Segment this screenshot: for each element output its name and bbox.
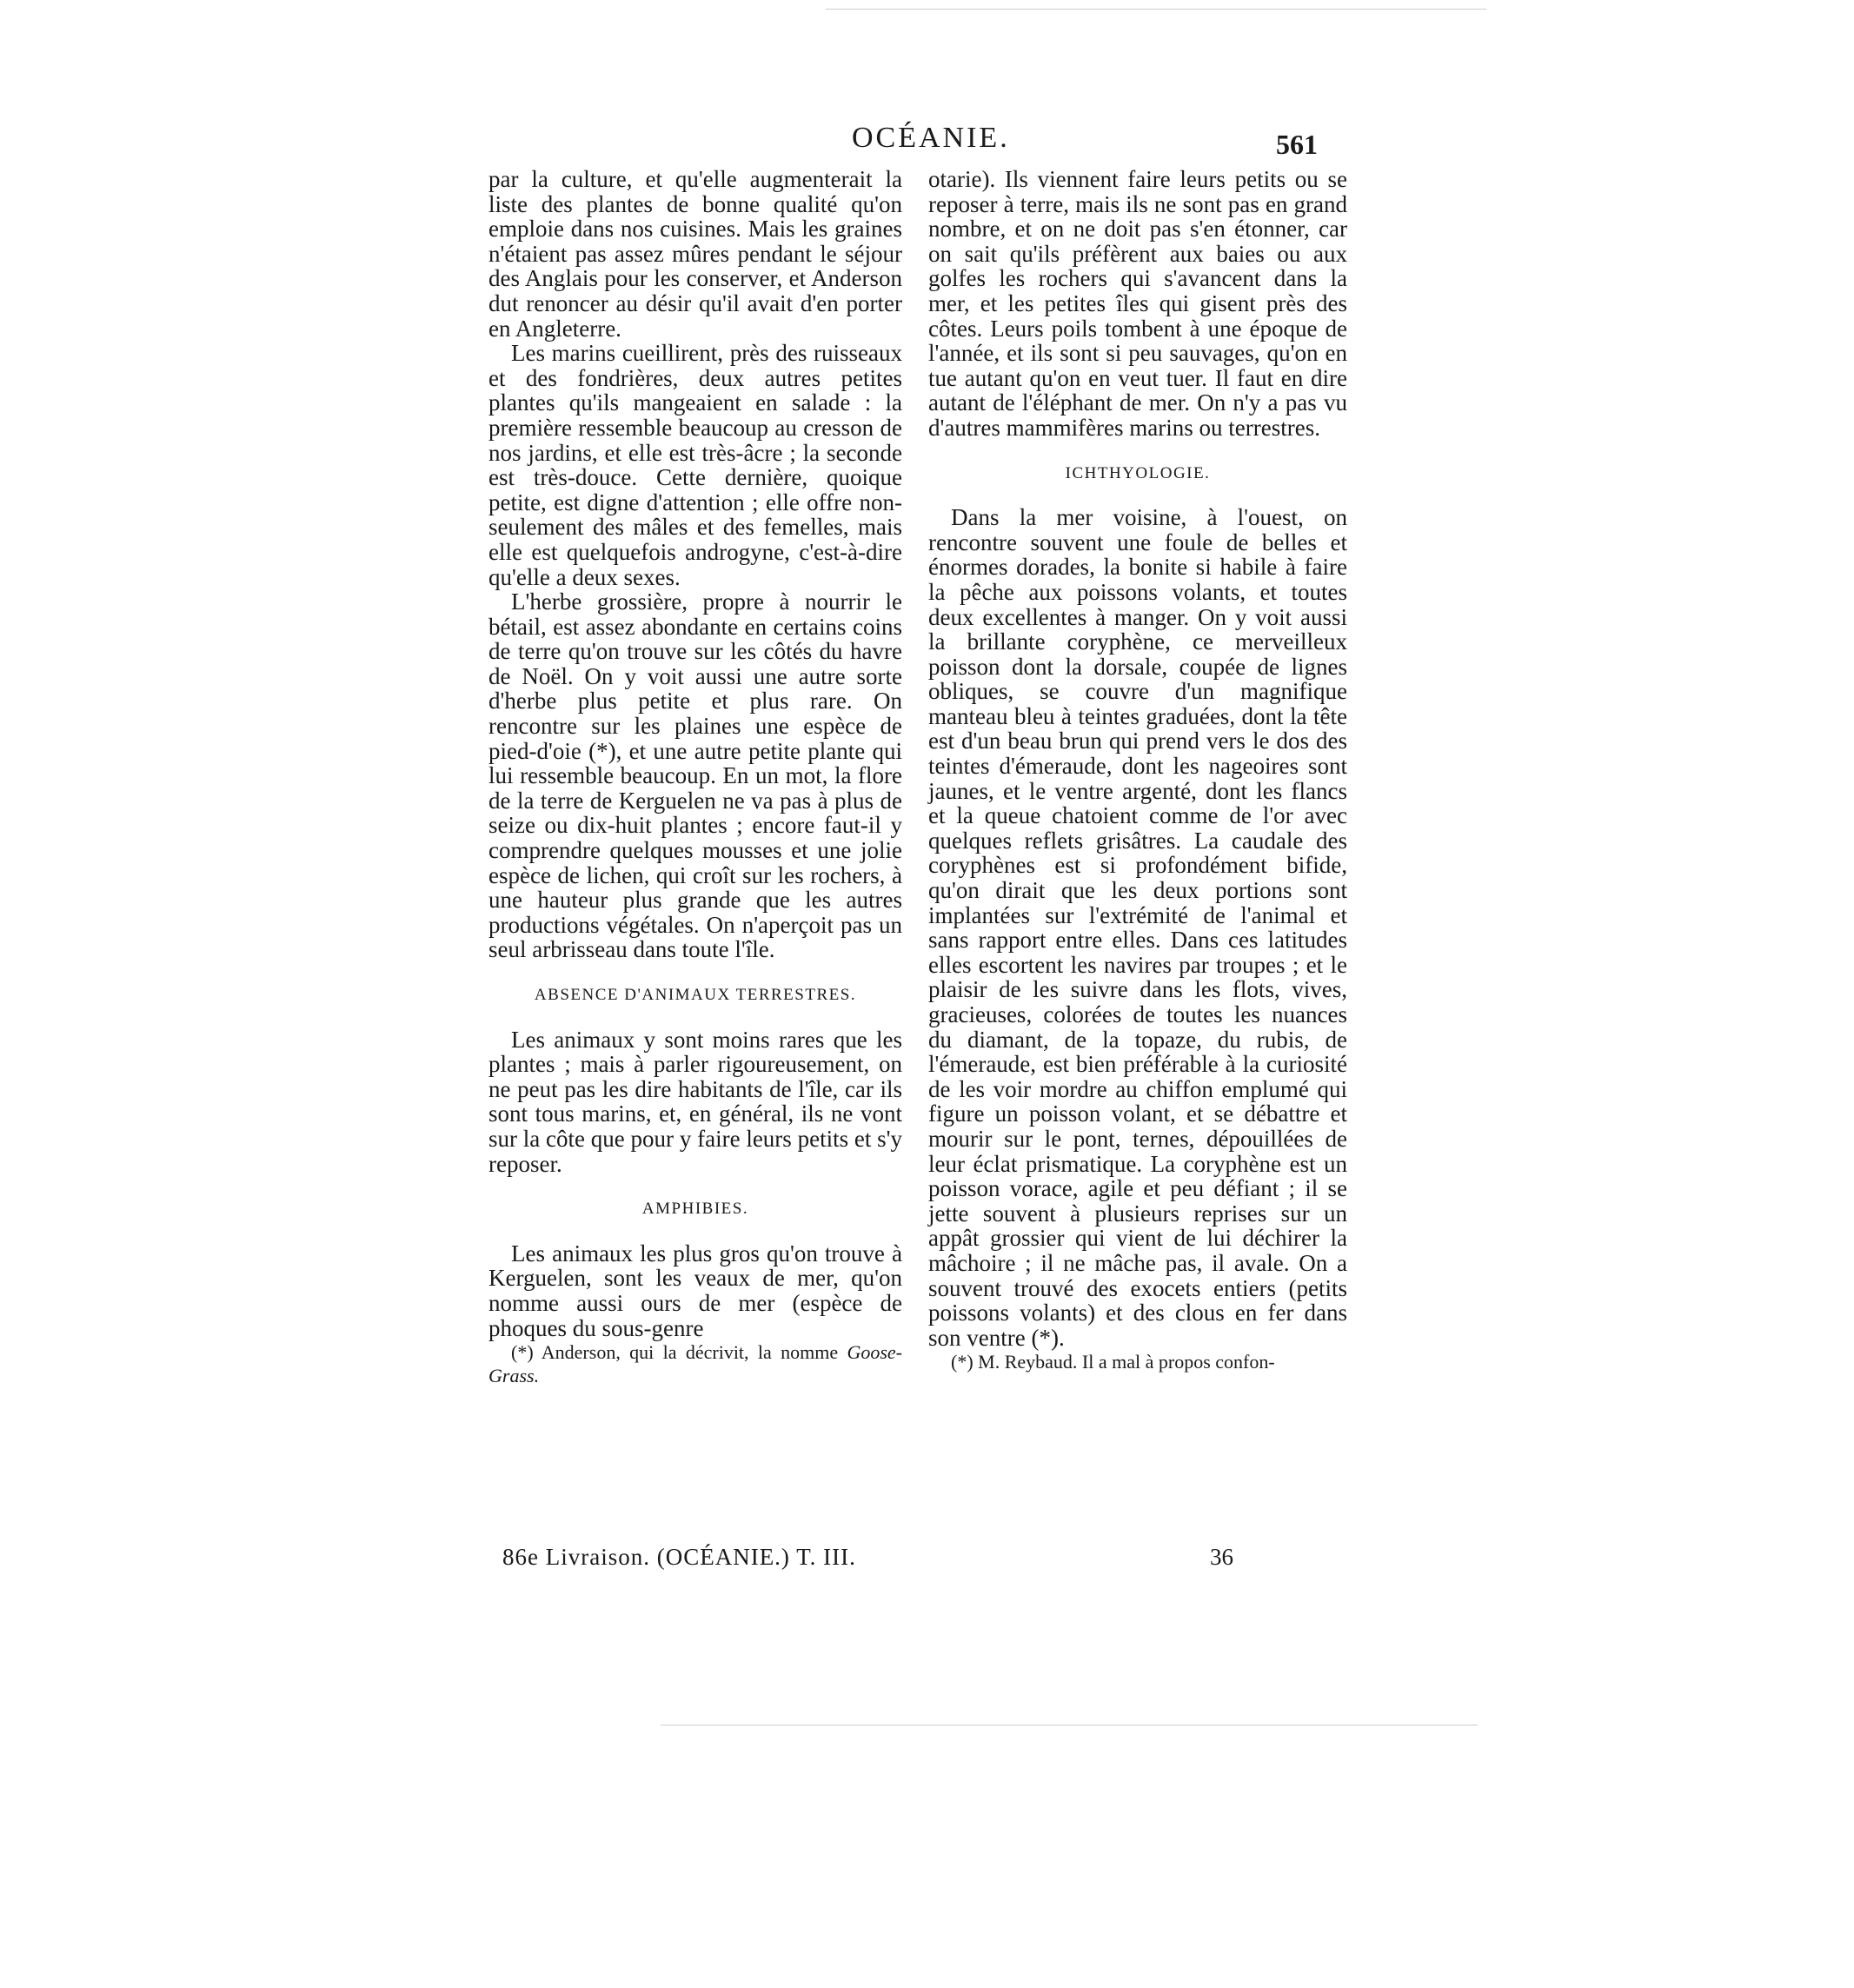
section-heading: ABSENCE D'ANIMAUX TERRESTRES. <box>534 986 857 1004</box>
footer-sheet-number: 36 <box>1210 1544 1233 1570</box>
paragraph: otarie). Ils viennent faire leurs petits ou se reposer à terre, mais ils ne sont pas en grand nombre, et on ne doit pas s'en étonner, car on sait qu'ils préfèrent aux baies ou aux golfes les rochers qui s'avancent dans la mer, et les petites îles qui gisent près des côtes. Leurs poils tombent à une époque de l'année, et ils sont si peu sauvages, qu'on en tue autant qu'on en veut tuer. Il faut en dire autant de l'éléphant de mer. On n'y a pas vu d'autres mammifères marins ou terrestres. <box>928 166 1347 441</box>
footnote-text: (*) Anderson, qui la décrivit, la nomme <box>511 1341 839 1364</box>
footnote-italic: Goose-Grass. <box>488 1341 903 1387</box>
footer-signature: 86e Livraison. (OCÉANIE.) T. III. <box>502 1544 856 1570</box>
paragraph: L'herbe grossière, propre à nourrir le bétail, est assez abondante en certains coins de terre qu'on trouve sur les côtés du havre de Noël. On y voit aussi une autre sorte d'herbe plus petite et plus rare. On rencontre sur les plaines une espèce de pied-d'oie (*), et une autre petite plante qui lui ressemble beaucoup. En un mot, la flore de la terre de Kerguelen ne va pas à plus de seize ou dix-huit plantes ; encore faut-il y comprendre quelques mousses et une jolie espèce de lichen, qui croît sur les rochers, à une hauteur plus grande que les autres productions végétales. On n'aperçoit pas un seul arbrisseau dans toute l'île. <box>488 588 902 963</box>
paragraph: Les marins cueillirent, près des ruisseaux et des fondrières, deux autres petites plantes qu'ils mangeaient en salade : la première ressemble beaucoup au cresson de nos jardins, et elle est très-âcre ; la seconde est très-douce. Cette dernière, quoique petite, est digne d'attention ; elle offre non-seulement des mâles et des femelles, mais elle est quelquefois androgyne, c'est-à-dire qu'elle a deux sexes. <box>488 340 902 590</box>
section-heading: AMPHIBIES. <box>641 1200 749 1219</box>
left-column <box>488 167 902 1387</box>
footnote <box>488 1340 902 1387</box>
right-column <box>928 167 1347 1373</box>
page-number: 561 <box>1276 129 1318 160</box>
paragraph: par la culture, et qu'elle augmenterait la liste des plantes de bonne qualité qu'on emploie dans nos cuisines. Mais les graines n'étaient pas assez mûres pendant le séjour des Anglais pour les conserver, et Anderson dut renoncer au désir qu'il avait d'en porter en Angleterre. <box>488 166 902 342</box>
paragraph: Les animaux les plus gros qu'on trouve à Kerguelen, sont les veaux de mer, qu'on nomme aussi ours de mer (espèce de phoques du sous-genre <box>488 1240 902 1341</box>
page-header-title: OCÉANIE. <box>852 122 1010 154</box>
section-heading: ICHTHYOLOGIE. <box>1065 463 1211 482</box>
footnote: (*) M. Reybaud. Il a mal à propos confon- <box>951 1351 1275 1373</box>
paragraph: Les animaux y sont moins rares que les plantes ; mais à parler rigoureusement, on ne peut pas les dire habitants de l'île, car ils sont tous marins, et, en général, ils ne vont sur la côte que pour y faire leurs petits et s'y reposer. <box>488 1026 902 1177</box>
scan-artifact-top <box>826 9 1486 10</box>
paragraph: Dans la mer voisine, à l'ouest, on rencontre souvent une foule de belles et énormes dorades, la bonite si habile à faire la pêche aux poissons volants, et toutes deux excellentes à manger. On y voit aussi la brillante coryphène, ce merveilleux poisson dont la dorsale, coupée de lignes obliques, se couvre d'un magnifique manteau bleu à teintes graduées, dont la tête est d'un beau brun qui prend vers le dos des teintes d'émeraude, dont les nageoires sont jaunes, et le ventre argenté, dont les flancs et la queue chatoient comme de l'or avec quelques reflets grisâtres. La caudale des coryphènes est si profondément bifide, qu'on dirait que les deux portions sont implantées sur l'extrémité de l'animal et sans rapport entre elles. Dans ces latitudes elles escortent les navires par troupes ; et le plaisir de les suivre dans les flots, vives, gracieuses, colorées de toutes les nuances du diamant, de la topaze, du rubis, de l'émeraude, est bien préférable à la curiosité de les voir mordre au chiffon emplumé qui figure un poisson volant, et se débattre et mourir sur le pont, ternes, dépouillées de leur éclat prismatique. La coryphène est un poisson vorace, agile et peu défiant ; il se jette souvent à plusieurs reprises sur un appât grossier qui vient de lui déchirer la mâchoire ; il ne mâche pas, il avale. On a souvent trouvé des exocets entiers (petits poissons volants) et des clous en fer dans son ventre (*). <box>928 504 1347 1351</box>
